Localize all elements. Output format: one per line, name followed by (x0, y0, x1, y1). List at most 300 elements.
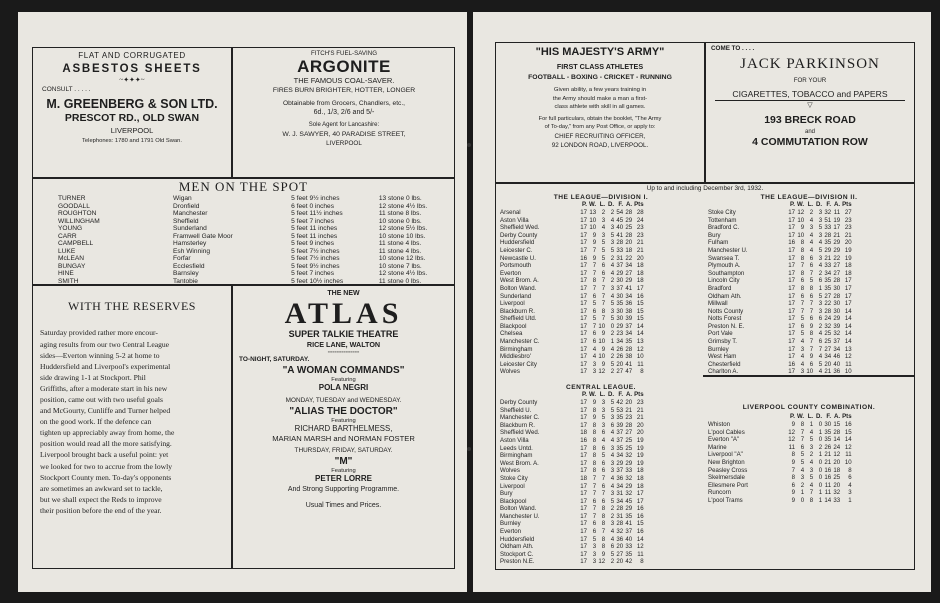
stat-cell: 41 (625, 284, 633, 292)
screening-date: THURSDAY, FRIDAY, SATURDAY. (294, 447, 393, 455)
stat-cell: 8 (601, 505, 606, 513)
player-name: CAMPBELL (58, 240, 94, 248)
stat-cell: 25 (625, 436, 633, 444)
stat-cell: 21 (824, 368, 832, 376)
stat-cell: 17 (788, 246, 795, 254)
stat-cell: 17 (788, 231, 795, 239)
team-name: Leicester C. (500, 246, 533, 254)
player-weight: 10 stone 0 lbs. (378, 217, 422, 225)
stat-cell: 6 (601, 467, 606, 475)
stat-cell: 9 (800, 224, 805, 232)
table-row (56, 225, 455, 233)
player-weight: 11 stone 0 lbs. (378, 277, 422, 285)
stat-cell: 3 (809, 466, 814, 474)
table-row (707, 323, 853, 331)
stat-cell: 36 (625, 300, 633, 308)
team-name: Liverpool (500, 300, 525, 308)
stat-cell: 1 (818, 489, 823, 497)
column-header: D. (608, 201, 615, 209)
stat-cell: 7 (592, 269, 597, 277)
stat-cell: 17 (636, 284, 644, 292)
stat-cell: 17 (580, 421, 587, 429)
stat-cell: 21 (636, 414, 644, 422)
player-height: 5 feet 11 inches (291, 232, 338, 240)
ad-line: Featuring (331, 467, 356, 474)
stat-cell: 9 (809, 322, 814, 330)
table-row (499, 467, 645, 475)
table-header-row (707, 201, 853, 209)
staple-hole (467, 447, 471, 451)
column-header: F. (618, 391, 624, 399)
stat-cell: 7 (592, 474, 597, 482)
stat-cell: 30 (616, 307, 624, 315)
stat-cell: 20 (636, 254, 644, 262)
stat-cell: 2 (610, 208, 615, 216)
player-name: LUKE (58, 247, 76, 255)
stat-cell: 10 (589, 216, 597, 224)
stat-cell: 6 (809, 292, 814, 300)
stat-cell: 4 (809, 231, 814, 239)
stat-cell: 6 (601, 429, 606, 437)
stat-cell: 8 (592, 436, 597, 444)
table-row (499, 247, 645, 255)
stat-cell: 20 (636, 429, 644, 437)
stat-cell: 14 (844, 322, 852, 330)
stat-cell: 27 (616, 368, 624, 376)
article-title: WITH THE RESERVES (68, 299, 196, 313)
stat-cell: 6 (791, 481, 795, 489)
stat-cell: 33 (625, 543, 633, 551)
stat-cell: 6 (592, 497, 597, 505)
right-page (473, 12, 931, 592)
stat-cell: 0 (818, 436, 823, 444)
stat-cell: 34 (824, 269, 832, 277)
player-birthplace: Framwell Gate Moor (173, 232, 233, 240)
stat-cell: 10 (806, 368, 814, 376)
table-row (499, 346, 645, 354)
table-row (499, 558, 645, 566)
table-row (499, 368, 645, 376)
team-name: Leicester City (500, 360, 537, 368)
stat-cell: 28 (616, 239, 624, 247)
team-name: Stoke City (708, 208, 736, 216)
stat-cell: 29 (625, 216, 633, 224)
stat-cell: 5 (809, 474, 814, 482)
stat-cell: 8 (640, 558, 644, 566)
ornament: ▽ (807, 101, 813, 110)
stat-cell: 12 (797, 208, 805, 216)
team-name: Aston Villa (500, 436, 529, 444)
article-line: but we shall expect the Reds to improve (40, 494, 162, 504)
stat-cell: 29 (625, 482, 633, 490)
stat-cell: 5 (800, 330, 805, 338)
team-name: Aston Villa (500, 216, 529, 224)
stat-cell: 10 (598, 322, 606, 330)
stat-cell: 17 (788, 284, 795, 292)
column-header: W. (589, 391, 597, 399)
stat-cell: 9 (791, 420, 795, 428)
stat-cell: 28 (625, 231, 633, 239)
stat-cell: 4 (800, 360, 805, 368)
ad-line: FOOTBALL - BOXING - CRICKET - RUNNING (528, 74, 672, 82)
left-page (18, 12, 467, 592)
stat-cell: 17 (580, 315, 587, 323)
stat-cell: 5 (610, 300, 615, 308)
table-header-row (707, 413, 853, 421)
table-title: THE LEAGUE—DIVISION I. (553, 194, 649, 201)
article-line: tighten up appreciably away from home, the (40, 428, 175, 438)
stat-cell: 17 (580, 467, 587, 475)
stat-cell: 14 (636, 535, 644, 543)
stat-cell: 8 (592, 429, 597, 437)
film-star: PETER LORRE (315, 474, 372, 484)
team-name: Bury (500, 490, 513, 498)
stat-cell: 8 (592, 452, 597, 460)
stat-cell: 17 (580, 512, 587, 520)
stat-cell: 37 (616, 436, 624, 444)
stat-cell: 30 (616, 315, 624, 323)
stat-cell: 54 (616, 208, 624, 216)
team-name: Oldham Ath. (500, 543, 534, 551)
stat-cell: 6 (592, 520, 597, 528)
stat-cell: 7 (791, 466, 795, 474)
stat-cell: 9 (601, 550, 606, 558)
stat-cell: 2 (610, 368, 615, 376)
stat-cell: 17 (788, 368, 795, 376)
stat-cell: 6 (800, 292, 805, 300)
stat-cell: 14 (844, 315, 852, 323)
team-name: Burnley (708, 345, 729, 353)
team-name: New Brighton (708, 458, 745, 466)
stat-cell: 17 (844, 284, 852, 292)
stat-cell: 6 (601, 497, 606, 505)
article-body (34, 327, 230, 516)
stat-cell: 16 (636, 292, 644, 300)
article-line: Griffiths, after a moderate start in his new (40, 383, 168, 393)
ad-line: W. J. SAWYER, 40 PARADISE STREET, (282, 130, 406, 138)
stat-cell: 16 (580, 436, 587, 444)
stat-cell: 8 (809, 330, 814, 338)
stat-cell: 4 (610, 535, 615, 543)
player-birthplace: Hamsterley (173, 240, 207, 248)
stat-cell: 7 (601, 315, 606, 323)
stat-cell: 6 (601, 269, 606, 277)
stat-cell: 2 (610, 277, 615, 285)
stat-cell: 32 (833, 489, 841, 497)
screening-date: TO-NIGHT, SATURDAY. (239, 356, 310, 364)
player-name: SMITH (58, 277, 79, 285)
stat-cell: 3 (818, 208, 823, 216)
table-row (499, 255, 645, 263)
stat-cell: 6 (601, 459, 606, 467)
stat-cell: 35 (824, 436, 832, 444)
stat-cell: 3 (610, 239, 615, 247)
team-name: Skelmersdale (708, 474, 745, 482)
ad-line: class athlete with skill in all games. (554, 104, 646, 111)
stat-cell: 45 (625, 497, 633, 505)
table-row (499, 445, 645, 453)
film-title: "A WOMAN COMMANDS" (282, 364, 405, 376)
stat-cell: 18 (636, 262, 644, 270)
player-birthplace: Sheffield (173, 217, 199, 225)
ad-line: FIRES BURN BRIGHTER, HOTTER, LONGER (272, 87, 416, 95)
team-name: Port Vale (708, 330, 733, 338)
stat-cell: 7 (592, 490, 597, 498)
table-row (707, 429, 853, 437)
team-name: Sheffield Wed. (500, 224, 540, 232)
team-name: Middlesbro' (500, 353, 531, 361)
ad-line: Usual Times and Prices. (305, 502, 382, 510)
table-row (499, 293, 645, 301)
stat-cell: 17 (580, 505, 587, 513)
stat-cell: 7 (601, 284, 606, 292)
team-name: Ellesmere Port (708, 481, 748, 489)
stat-cell: 6 (592, 338, 597, 346)
stat-cell: 33 (824, 262, 832, 270)
stat-cell: 5 (610, 246, 615, 254)
stat-cell: 8 (800, 239, 805, 247)
table-row (707, 247, 853, 255)
team-name: Blackpool (500, 497, 527, 505)
stat-cell: 17 (788, 322, 795, 330)
team-name: Liverpool "A" (708, 451, 743, 459)
table-row (499, 543, 645, 551)
ad-headline: ASBESTOS SHEETS (62, 62, 202, 75)
player-weight: 13 stone 0 lbs. (378, 195, 422, 203)
article-line: position would read all the more satisfying. (40, 439, 172, 449)
stat-cell: 3 (601, 406, 606, 414)
column-header: Pts (842, 201, 852, 209)
ad-city: LIVERPOOL (110, 125, 154, 135)
stat-cell: 25 (625, 444, 633, 452)
ad-line: CHIEF RECRUITING OFFICER, (554, 132, 646, 140)
table-row (707, 262, 853, 270)
team-name: Bradford C. (708, 224, 740, 232)
team-name: Charlton A. (708, 368, 739, 376)
stat-cell: 2 (610, 512, 615, 520)
stat-cell: 8 (809, 496, 814, 504)
stat-cell: 31 (616, 512, 624, 520)
table-title: CENTRAL LEAGUE. (565, 384, 637, 391)
stat-cell: 9 (592, 231, 597, 239)
stat-cell: 4 (809, 481, 814, 489)
stat-cell: 3 (601, 216, 606, 224)
stat-cell: 27 (833, 269, 841, 277)
stat-cell: 35 (616, 444, 624, 452)
stat-cell: 28 (636, 208, 644, 216)
stat-cell: 13 (844, 345, 852, 353)
stat-cell: 6 (592, 528, 597, 536)
ad-address: 193 BRECK ROAD (764, 114, 856, 127)
stat-cell: 9 (592, 254, 597, 262)
team-name: Birmingham (500, 452, 533, 460)
stat-cell: 16 (636, 505, 644, 513)
table-row (707, 436, 853, 444)
stat-cell: 2 (818, 443, 823, 451)
column-header: L. (599, 391, 606, 399)
stat-cell: 20 (833, 458, 841, 466)
player-name: BUNGAY (58, 262, 86, 270)
stat-cell: 16 (824, 466, 832, 474)
stat-cell: 3 (592, 543, 597, 551)
division-one-table (499, 194, 703, 376)
stat-cell: 17 (580, 277, 587, 285)
stat-cell: 22 (833, 254, 841, 262)
stat-cell: 0 (818, 481, 823, 489)
cinema-name: ATLAS (284, 296, 403, 330)
team-name: Whiston (708, 420, 731, 428)
stat-cell: 28 (616, 505, 624, 513)
ad-prices: 6d., 1/3, 2/6 and 5/- (313, 109, 375, 117)
team-name: Manchester C. (500, 414, 540, 422)
ad-firm-name: M. GREENBERG & SON LTD. (46, 96, 218, 111)
stat-cell: 3 (818, 231, 823, 239)
stat-cell: 21 (833, 231, 841, 239)
stat-cell: 16 (636, 512, 644, 520)
stat-cell: 40 (625, 535, 633, 543)
stat-cell: 27 (844, 208, 852, 216)
stat-cell: 1 (818, 496, 823, 504)
stat-cell: 33 (625, 467, 633, 475)
stat-cell: 42 (616, 398, 624, 406)
table-row (707, 451, 853, 459)
table-row (499, 209, 645, 217)
stat-cell: 6 (610, 543, 615, 551)
stat-cell: 15 (636, 307, 644, 315)
stat-cell: 14 (844, 338, 852, 346)
staple-hole (467, 143, 471, 147)
stat-cell: 3 (809, 443, 814, 451)
table-row (499, 217, 645, 225)
stat-cell: 32 (616, 528, 624, 536)
tables-date: Up to and including December 3rd, 1932. (646, 185, 764, 192)
stat-cell: 11 (824, 481, 832, 489)
table-row (499, 498, 645, 506)
team-name: Birmingham (500, 345, 533, 353)
stat-cell: 7 (592, 246, 597, 254)
team-name: Blackpool (500, 322, 527, 330)
stat-cell: 22 (824, 300, 832, 308)
stat-cell: 27 (824, 345, 832, 353)
stat-cell: 3 (818, 254, 823, 262)
table-row (499, 490, 645, 498)
stat-cell: 28 (625, 421, 633, 429)
stat-cell: 12 (788, 436, 795, 444)
division-two-table (707, 194, 911, 376)
stat-cell: 17 (844, 292, 852, 300)
stat-cell: 16 (824, 474, 832, 482)
stat-cell: 11 (845, 360, 852, 368)
stat-cell: 20 (833, 481, 841, 489)
stat-cell: 7 (601, 300, 606, 308)
team-name: Bury (708, 231, 721, 239)
ad-headline: "HIS MAJESTY'S ARMY" (535, 46, 665, 58)
column-header: L. (807, 413, 814, 421)
stat-cell: 4 (800, 466, 805, 474)
stat-cell: 18 (636, 467, 644, 475)
film-title: "M" (334, 455, 353, 467)
table-row (707, 338, 853, 346)
team-name: Liverpool (500, 482, 525, 490)
table-row (707, 459, 853, 467)
team-name: Fulham (708, 239, 729, 247)
stat-cell: 5 (610, 406, 615, 414)
stat-cell: 7 (800, 436, 805, 444)
table-row (707, 482, 853, 490)
divider (704, 42, 706, 182)
stat-cell: 7 (800, 307, 805, 315)
article-line: position, came out with two useful goals (40, 395, 163, 404)
stat-cell: 21 (625, 406, 633, 414)
stat-cell: 12 (636, 543, 644, 551)
atlas-advert (233, 288, 454, 510)
stat-cell: 39 (616, 421, 624, 429)
stat-cell: 0 (800, 496, 805, 504)
stat-cell: 17 (788, 307, 795, 315)
stat-cell: 29 (625, 505, 633, 513)
stat-cell: 14 (636, 322, 644, 330)
stat-cell: 17 (580, 528, 587, 536)
stat-cell: 19 (636, 459, 644, 467)
stat-cell: 5 (592, 300, 597, 308)
stat-cell: 8 (601, 535, 606, 543)
player-weight: 10 stone 12 lbs. (378, 255, 426, 263)
stat-cell: 16 (636, 528, 644, 536)
article-line: Liverpool brought back a useful point: yet (40, 450, 169, 460)
team-name: Peasley Cross (708, 466, 748, 474)
stat-cell: 17 (788, 292, 795, 300)
player-birthplace: Manchester (173, 210, 208, 218)
argonite-advert (234, 51, 454, 148)
ornament: ≡≡≡≡≡≡≡≡≡≡≡≡≡≡ (327, 349, 360, 355)
stat-cell: 40 (616, 224, 624, 232)
stat-cell: 8 (592, 459, 597, 467)
stat-cell: 34 (616, 482, 624, 490)
stat-cell: 17 (580, 543, 587, 551)
stat-cell: 14 (844, 307, 852, 315)
stat-cell: 37 (625, 528, 633, 536)
stat-cell: 32 (824, 208, 832, 216)
stat-cell: 3 (592, 558, 597, 566)
stat-cell: 17 (580, 482, 587, 490)
article-line: side drawing 1-1 at Stockport. Phil (40, 372, 146, 382)
ad-line: COME TO . . . . (711, 45, 755, 52)
stat-cell: 6 (601, 262, 606, 270)
stat-cell: 4 (610, 345, 615, 353)
stat-cell: 21 (636, 239, 644, 247)
stat-cell: 4 (818, 262, 823, 270)
ad-line: the Army should make a man a first- (552, 95, 648, 102)
stat-cell: 21 (824, 254, 832, 262)
stat-cell: 28 (625, 345, 633, 353)
parkinson-advert (707, 45, 913, 149)
table-row (499, 330, 645, 338)
section-title: MEN ON THE SPOT (178, 179, 309, 194)
stat-cell: 29 (616, 322, 624, 330)
stat-cell: 4 (809, 428, 814, 436)
stat-cell: 7 (818, 345, 823, 353)
stat-cell: 33 (833, 496, 841, 504)
film-star: POLA NEGRI (318, 383, 369, 393)
stat-cell: 8 (592, 406, 597, 414)
stat-cell: 17 (788, 300, 795, 308)
stat-cell: 2 (800, 481, 805, 489)
stat-cell: 3 (800, 345, 805, 353)
stat-cell: 14 (636, 330, 644, 338)
team-name: West Brom. A. (500, 459, 539, 467)
stat-cell: 3 (610, 284, 615, 292)
column-header: P. (582, 201, 587, 209)
